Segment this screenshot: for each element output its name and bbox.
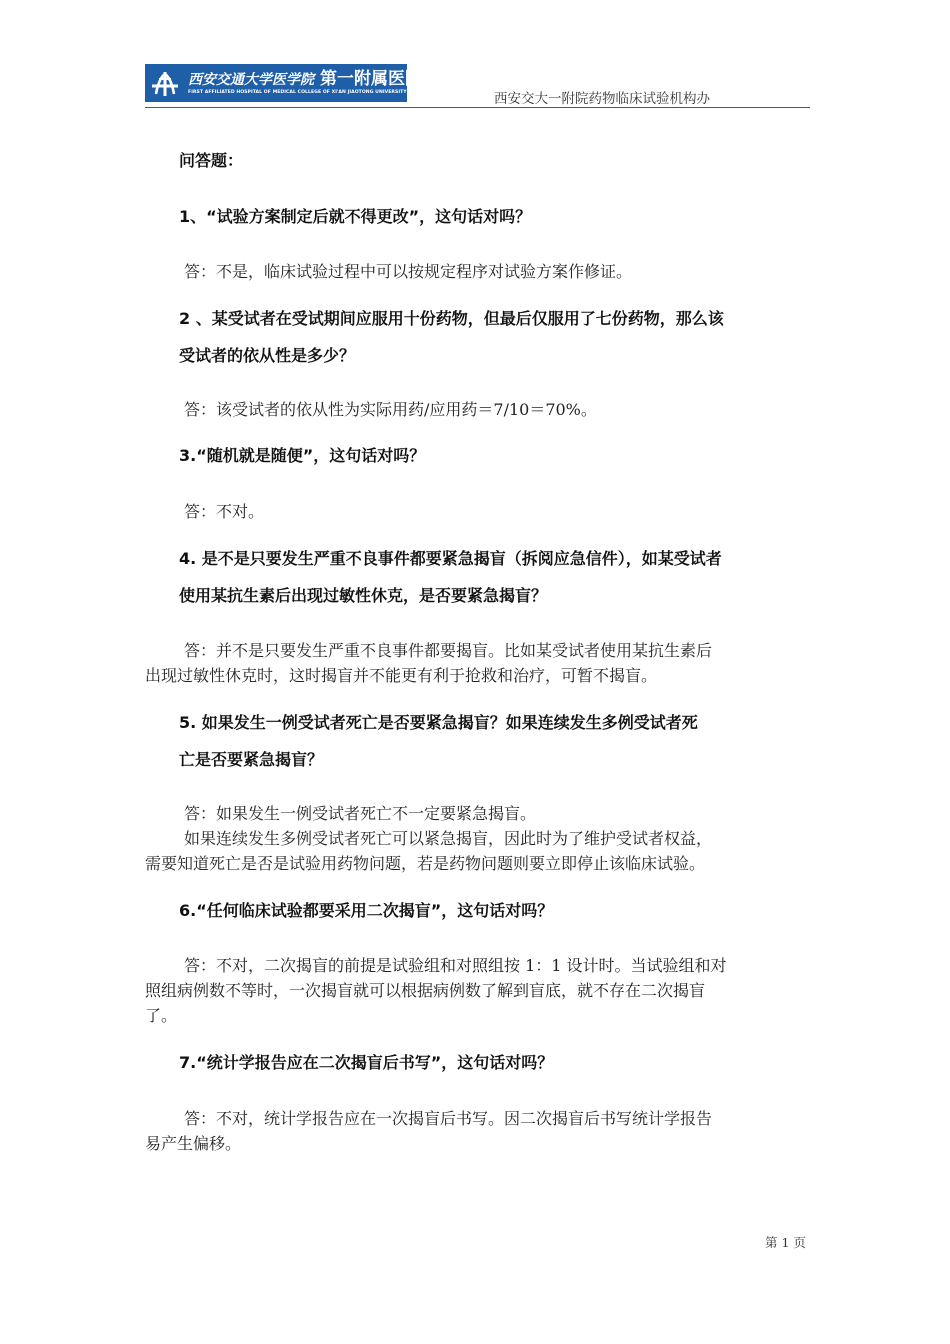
question-5-line-2: 亡是否要紧急揭盲？ xyxy=(179,750,324,769)
answer-6-line-1: 答：不对，二次揭盲的前提是试验组和对照组按 1：1 设计时。当试验组和对 xyxy=(184,956,727,975)
question-3-line-1: 3.“随机就是随便”，这句话对吗？ xyxy=(179,446,426,465)
answer-6-line-2: 照组病例数不等时，一次揭盲就可以根据病例数了解到盲底，就不存在二次揭盲 xyxy=(145,981,706,1000)
answer-2-line-1: 答：该受试者的依从性为实际用药/应用药＝7/10＝70%。 xyxy=(184,400,597,419)
page-header xyxy=(145,64,810,106)
answer-4-line-1: 答：并不是只要发生严重不良事件都要揭盲。比如某受试者使用某抗生素后 xyxy=(184,641,713,660)
answer-5-line-3: 需要知道死亡是否是试验用药物问题，若是药物问题则要立即停止该临床试验。 xyxy=(145,854,706,873)
question-4-line-2: 使用某抗生素后出现过敏性休克，是否要紧急揭盲？ xyxy=(179,586,548,605)
header-org-text: 西安交大一附院药物临床试验机构办 xyxy=(494,91,710,107)
question-7-line-1: 7.“统计学报告应在二次揭盲后书写”，这句话对吗？ xyxy=(179,1053,554,1072)
logo-text xyxy=(188,68,422,96)
question-4-line-1: 4. 是不是只要发生严重不良事件都要紧急揭盲（拆阅应急信件），如某受试者 xyxy=(179,549,722,568)
logo-hospital-name: 第一附属医院 xyxy=(320,68,422,89)
logo-script-name: 西安交通大学医学院 xyxy=(188,71,314,88)
question-2-line-1: 2 、某受试者在受试期间应服用十份药物，但最后仅服用了七份药物，那么该 xyxy=(179,309,724,328)
answer-1-line-1: 答：不是，临床试验过程中可以按规定程序对试验方案作修证。 xyxy=(184,262,633,281)
logo-english-name: FIRST AFFILIATED HOSPITAL OF MEDICAL COLLEGE OF XI'AN JIAOTONG UNIVERSITY xyxy=(188,89,407,95)
section-title: 问答题： xyxy=(179,151,244,170)
answer-7-line-1: 答：不对，统计学报告应在一次揭盲后书写。因二次揭盲后书写统计学报告 xyxy=(184,1109,713,1128)
answer-3-line-1: 答：不对。 xyxy=(184,502,265,521)
answer-5-line-2: 如果连续发生多例受试者死亡可以紧急揭盲，因此时为了维护受试者权益， xyxy=(184,829,713,848)
answer-6-line-3: 了。 xyxy=(145,1006,178,1025)
answer-4-line-2: 出现过敏性休克时，这时揭盲并不能更有利于抢救和治疗，可暂不揭盲。 xyxy=(145,666,658,685)
question-5-line-1: 5. 如果发生一例受试者死亡是否要紧急揭盲？如果连续发生多例受试者死 xyxy=(179,713,698,732)
header-divider xyxy=(145,107,810,108)
hospital-logo xyxy=(145,64,422,102)
answer-7-line-2: 易产生偏移。 xyxy=(145,1134,242,1153)
answer-5-line-1: 答：如果发生一例受试者死亡不一定要紧急揭盲。 xyxy=(184,804,537,823)
question-6-line-1: 6.“任何临床试验都要采用二次揭盲”，这句话对吗？ xyxy=(179,901,554,920)
question-1-line-1: 1、“试验方案制定后就不得更改”，这句话对吗？ xyxy=(179,207,532,226)
page-number: 第 1 页 xyxy=(765,1235,806,1250)
hospital-emblem-icon xyxy=(148,66,182,100)
question-2-line-2: 受试者的依从性是多少？ xyxy=(179,346,356,365)
